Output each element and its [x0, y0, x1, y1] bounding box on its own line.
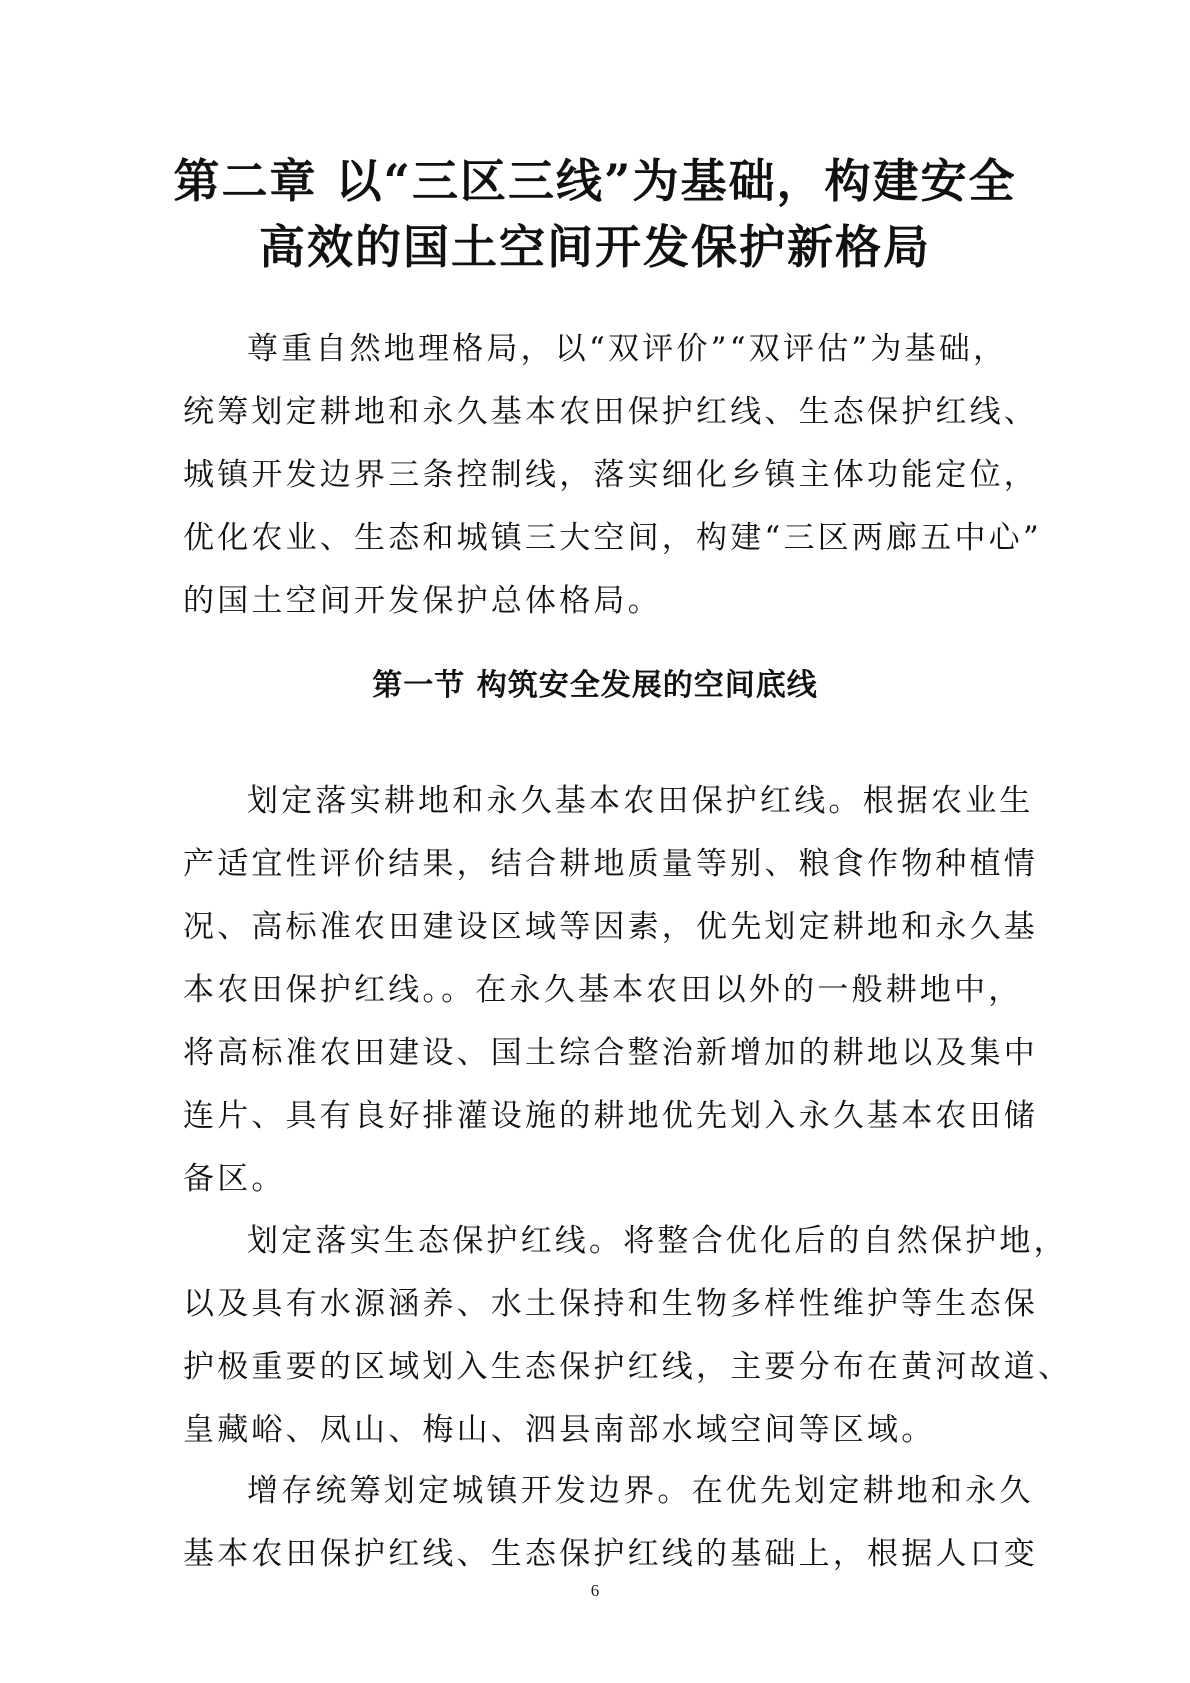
- intro-line: 城镇开发边界三条控制线，落实细化乡镇主体功能定位，: [183, 457, 1038, 493]
- paragraph-line: 增存统筹划定城镇开发边界。在优先划定耕地和永久: [247, 1473, 1034, 1509]
- paragraph-line: 皇藏峪、凤山、梅山、泗县南部水域空间等区域。: [183, 1412, 936, 1448]
- section-title: 第一节 构筑安全发展的空间底线: [372, 668, 818, 703]
- intro-paragraph: [183, 318, 1042, 633]
- paragraph-line: 将高标准农田建设、国土综合整治新增加的耕地以及集中: [183, 1035, 1038, 1071]
- paragraph-line: 产适宜性评价结果，结合耕地质量等别、粮食作物种植情: [183, 846, 1038, 882]
- paragraph-ecological-redline: [183, 1210, 1073, 1462]
- paragraph-line: 连片、具有良好排灌设施的耕地优先划入永久基本农田储: [183, 1098, 1038, 1134]
- paragraph-line: 划定落实耕地和永久基本农田保护红线。根据农业生: [247, 783, 1034, 819]
- paragraph-line: 基本农田保护红线、生态保护红线的基础上，根据人口变: [183, 1536, 1038, 1572]
- intro-line: 优化农业、生态和城镇三大空间，构建“三区两廊五中心”: [183, 520, 1042, 556]
- paragraph-line: 划定落实生态保护红线。将整合优化后的自然保护地，: [247, 1223, 1068, 1259]
- paragraph-urban-boundary: [183, 1460, 1038, 1586]
- chapter-title-line-1: 第二章 以“三区三线”为基础，构建安全: [173, 154, 1017, 208]
- page-number: 6: [590, 1581, 600, 1600]
- paragraph-line: 备区。: [183, 1161, 286, 1197]
- intro-line: 的国土空间开发保护总体格局。: [183, 583, 662, 619]
- paragraph-farmland-redline: [183, 770, 1038, 1211]
- chapter-title-line-2: 高效的国土空间开发保护新格局: [259, 220, 931, 274]
- intro-line: 统筹划定耕地和永久基本农田保护红线、生态保护红线、: [183, 394, 1038, 430]
- paragraph-line: 况、高标准农田建设区域等因素，优先划定耕地和永久基: [183, 909, 1038, 945]
- paragraph-line: 护极重要的区域划入生态保护红线，主要分布在黄河故道、: [183, 1349, 1073, 1385]
- paragraph-line: 以及具有水源涵养、水土保持和生物多样性维护等生态保: [183, 1286, 1038, 1322]
- paragraph-line: 本农田保护红线。。在永久基本农田以外的一般耕地中，: [183, 972, 1023, 1008]
- intro-line: 尊重自然地理格局，以“双评价”“双评估”为基础，: [247, 331, 1008, 367]
